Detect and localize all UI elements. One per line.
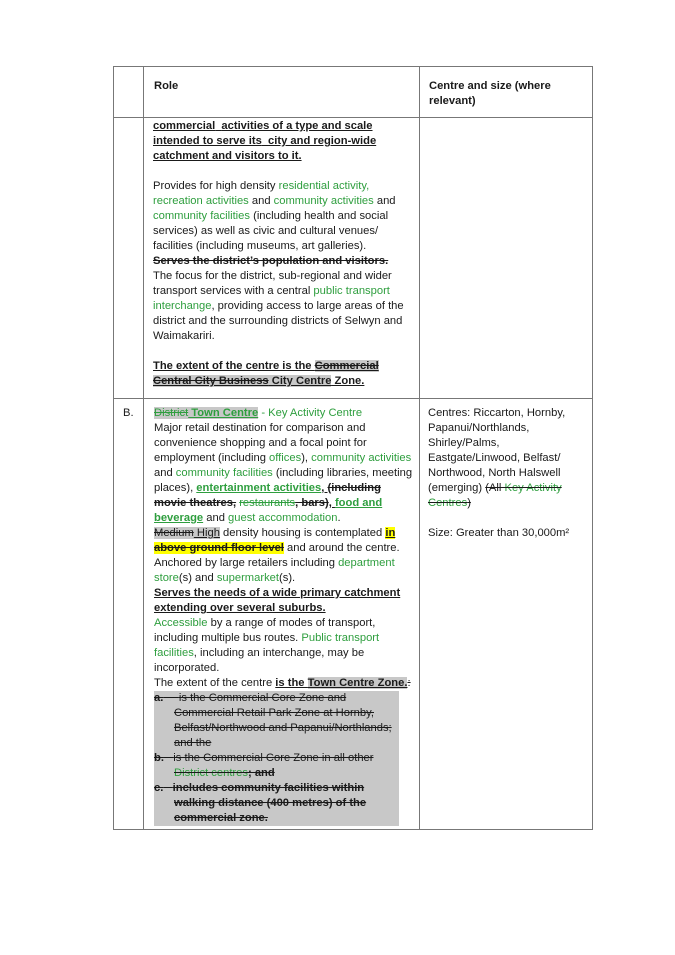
row2-title: District Town Centre - Key Activity Centre [154,407,363,419]
row1-struck-line: Serves the district’s population and visitors. [153,255,389,267]
column-divider-1 [143,67,144,829]
row-divider [114,398,592,399]
row1-extent: The extent of the centre is the Commercial Central City Business City Centre Zone. [153,360,379,387]
content-table [113,66,593,830]
row1-para-activities: Provides for high density residential activity, recreation activities and community activities and community facilities (including health and social services) as well as civic and cultural venues/ facilities (including museums, art galleries). [153,180,396,252]
centre-size: Size: Greater than 30,000m² [428,527,570,539]
row2-struck-list [154,691,399,826]
row1-intro: commercial activities of a type and scale intended to serve its city and region-wide catchment and visitors to it. [153,120,377,162]
list-item-c: c. includes community facilities within walking distance (400 metres) of the commercial zone. [154,782,367,824]
row2-label: B. [123,407,134,419]
row1-para-transport: The focus for the district, sub-regional and wider transport services with a central public transport interchange, providing access to large areas of the district and the surrounding districts of Selwyn and Waimakariri. [153,270,404,342]
header-divider [114,117,592,118]
row2-centre-size [428,406,578,541]
row2-para-housing: Medium High density housing is contemplated in above ground floor level and around the centre. [154,527,400,554]
row2-para-retail: Major retail destination for comparison and convenience shopping and a focal point for employment (including offices), community activities and community facilities (including libraries, meeting places), entertainment activities, (including movie theatres, restaurants, bars), food and beverage and guest accommodation. [154,422,413,524]
row2-para-extent: The extent of the centre is the Town Centre Zone.: [154,677,411,689]
row2-para-accessible: Accessible by a range of modes of transport, including multiple bus routes. Public transport facilities, including an interchange, may be incorporated. [154,617,380,674]
row2-role-text [154,406,416,826]
column-divider-2 [419,67,420,829]
row2-para-anchored: Anchored by large retailers including department store(s) and supermarket(s). [154,557,395,584]
centres-list: Centres: Riccarton, Hornby, Papanui/Northlands, Shirley/Palms, Eastgate/Linwood, Belfast/ Northwood, North Halswell (emerging) (All Key Activity Centres) [428,407,566,509]
header-role: Role [154,80,179,92]
header-centre-size: Centre and size (where relevant) [429,80,551,107]
row1-role-text [153,119,415,389]
list-item-b: b. is the Commercial Core Zone in all other District centres; and [154,752,374,779]
list-item-a: a. is the Commercial Core Zone and Commercial Retail Park Zone at Hornby, Belfast/Northwood and Papanui/Northlands; and the [154,692,392,749]
row2-para-catchment: Serves the needs of a wide primary catchment extending over several suburbs. [154,587,401,614]
